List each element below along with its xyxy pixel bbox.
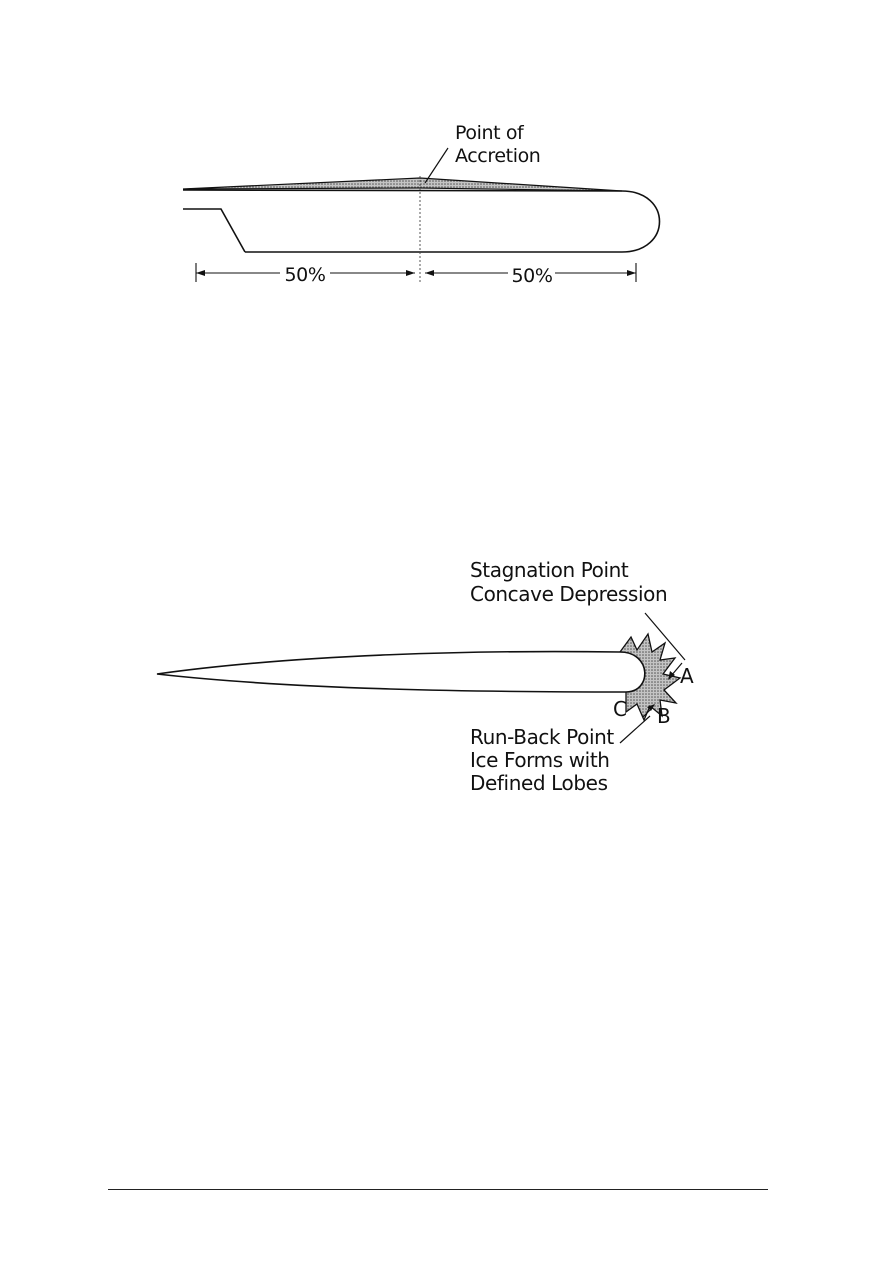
runback-label-line1: Run-Back Point: [470, 725, 614, 749]
runback-label-line2: Ice Forms with: [470, 748, 610, 772]
marker-c: C: [613, 697, 627, 721]
airfoil-section: [157, 652, 645, 692]
dimension-label-right: 50%: [511, 265, 553, 287]
blade-root-edge: [183, 209, 245, 252]
accretion-label-line2: Accretion: [455, 145, 541, 167]
runback-label-line3: Defined Lobes: [470, 771, 608, 795]
dimension-arrows: [196, 263, 636, 282]
dimension-label-left: 50%: [284, 264, 326, 286]
airfoil-ice-figure: [157, 558, 694, 795]
accretion-label-line1: Point of: [455, 122, 524, 144]
blade-accretion-figure: [183, 122, 660, 287]
footer-rule: [108, 1189, 768, 1190]
stagnation-label-line2: Concave Depression: [470, 582, 668, 606]
stagnation-label-line1: Stagnation Point: [470, 558, 629, 582]
ice-accretion-layer: [183, 178, 622, 191]
marker-b: B: [657, 704, 671, 728]
blade-upper-surface: [183, 190, 622, 191]
accretion-leader-line: [425, 148, 448, 183]
marker-a: A: [680, 664, 694, 688]
blade-leading-edge: [622, 191, 660, 252]
